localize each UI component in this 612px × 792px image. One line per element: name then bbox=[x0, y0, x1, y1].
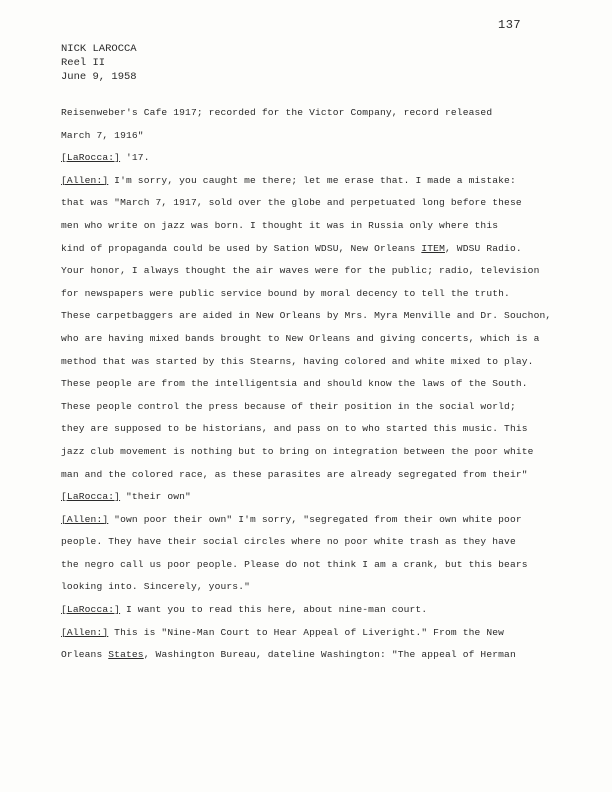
transcript-text: men who write on jazz was born. I thought it was in Russia only where this bbox=[61, 219, 499, 231]
transcript-line bbox=[61, 328, 561, 351]
transcript-text: that was "March 7, 1917, sold over the globe and perpetuated long before these bbox=[61, 197, 522, 209]
transcript-line bbox=[61, 192, 561, 215]
transcript-line bbox=[61, 283, 561, 306]
transcript-text: I'm sorry, you caught me there; let me erase that. I made a mistake: bbox=[108, 174, 516, 186]
transcript-text: "own poor their own" I'm sorry, "segregated from their own white poor bbox=[108, 513, 522, 525]
transcript-text: These people are from the intelligentsia and should know the laws of the South. bbox=[61, 378, 528, 390]
speaker-label: [Allen:] bbox=[61, 174, 109, 186]
interview-date: June 9, 1958 bbox=[61, 71, 137, 83]
transcript-body bbox=[61, 102, 561, 667]
transcript-line bbox=[61, 396, 561, 419]
transcript-line bbox=[61, 147, 561, 170]
speaker-label: [Allen:] bbox=[61, 626, 109, 638]
transcript-line bbox=[61, 554, 561, 577]
transcript-text: method that was started by this Stearns, having colored and white mixed to play. bbox=[61, 355, 534, 367]
speaker-label: [LaRocca:] bbox=[61, 152, 121, 164]
transcript-line bbox=[61, 373, 561, 396]
transcript-line bbox=[61, 509, 561, 532]
speaker-label: [LaRocca:] bbox=[61, 604, 121, 616]
transcript-text: kind of propaganda could be used by Sation WDSU, New Orleans bbox=[61, 242, 422, 254]
transcript-line bbox=[61, 599, 561, 622]
transcript-text: , Washington Bureau, dateline Washington: "The appeal of Herman bbox=[143, 649, 516, 661]
transcript-text: Reisenweber's Cafe 1917; recorded for the Victor Company, record released bbox=[61, 107, 493, 118]
transcript-text: Your honor, I always thought the air waves were for the public; radio, television bbox=[61, 265, 540, 277]
page-number: 137 bbox=[498, 18, 522, 32]
speaker-label: [LaRocca:] bbox=[61, 491, 121, 503]
transcript-line bbox=[61, 102, 561, 125]
transcript-line bbox=[61, 486, 561, 509]
transcript-line bbox=[61, 531, 561, 554]
transcript-line bbox=[61, 576, 561, 599]
transcript-text: Orleans bbox=[61, 649, 109, 661]
transcript-line bbox=[61, 644, 561, 667]
transcript-line bbox=[61, 260, 561, 283]
transcript-text: for newspapers were public service bound by moral decency to tell the truth. bbox=[61, 287, 510, 299]
transcript-line bbox=[61, 441, 561, 464]
transcript-text: the negro call us poor people. Please do not think I am a crank, but this bears bbox=[61, 558, 528, 570]
transcript-line bbox=[61, 125, 561, 148]
transcript-text: they are supposed to be historians, and pass on to who started this music. This bbox=[61, 423, 528, 435]
reel-label: Reel II bbox=[61, 57, 106, 69]
transcript-line bbox=[61, 464, 561, 487]
transcript-text: '17. bbox=[120, 152, 150, 164]
transcript-text: people. They have their social circles where no poor white trash as they have bbox=[61, 536, 516, 548]
transcript-line bbox=[61, 622, 561, 645]
transcript-text: "their own" bbox=[120, 491, 191, 503]
speaker-label: [Allen:] bbox=[61, 513, 109, 525]
transcript-text: , WDSU Radio. bbox=[444, 242, 522, 254]
transcript-text: man and the colored race, as these parasites are already segregated from their" bbox=[61, 468, 528, 480]
interviewee-name: NICK LAROCCA bbox=[61, 43, 137, 55]
transcript-text: These carpetbaggers are aided in New Orleans by Mrs. Myra Menville and Dr. Souchon, bbox=[61, 310, 552, 322]
transcript-text: who are having mixed bands brought to New Orleans and giving concerts, which is a bbox=[61, 332, 540, 344]
transcript-text: These people control the press because of their position in the social world; bbox=[61, 400, 516, 412]
transcript-text: looking into. Sincerely, yours." bbox=[61, 581, 251, 593]
underlined-title: States bbox=[108, 649, 144, 661]
transcript-text: I want you to read this here, about nine-man court. bbox=[120, 604, 428, 616]
transcript-text: jazz club movement is nothing but to bring on integration between the poor white bbox=[61, 445, 534, 457]
underlined-title: ITEM bbox=[421, 242, 445, 254]
transcript-line bbox=[61, 418, 561, 441]
transcript-line bbox=[61, 215, 561, 238]
transcript-text: This is "Nine-Man Court to Hear Appeal of Liveright." From the New bbox=[108, 626, 505, 638]
transcript-line bbox=[61, 170, 561, 193]
transcript-line bbox=[61, 351, 561, 374]
transcript-line bbox=[61, 305, 561, 328]
transcript-text: March 7, 1916" bbox=[61, 129, 144, 141]
document-header bbox=[61, 42, 137, 84]
transcript-line bbox=[61, 238, 561, 261]
